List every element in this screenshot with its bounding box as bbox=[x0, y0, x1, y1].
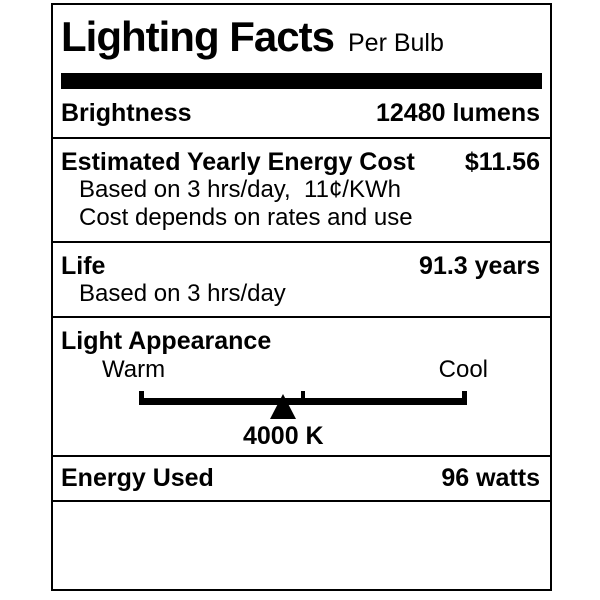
light-appearance-row bbox=[53, 327, 550, 355]
life-label: Life bbox=[61, 252, 106, 280]
brightness-value: 12480 lumens bbox=[376, 98, 540, 127]
temperature-marker-icon bbox=[270, 394, 296, 419]
label-subtitle: Per Bulb bbox=[348, 29, 444, 57]
energy-cost-note-basis: Based on 3 hrs/day, 11¢/KWh bbox=[79, 176, 401, 203]
life-row bbox=[61, 252, 540, 280]
energy-cost-note-disclaimer: Cost depends on rates and use bbox=[79, 204, 413, 231]
life-value: 91.3 years bbox=[419, 252, 540, 280]
scale-bar bbox=[139, 398, 467, 405]
temperature-value: 4000 K bbox=[243, 422, 324, 450]
energy-used-value: 96 watts bbox=[441, 464, 540, 492]
life-section bbox=[53, 243, 550, 318]
label-header bbox=[53, 13, 550, 61]
energy-used-label: Energy Used bbox=[61, 464, 214, 492]
energy-cost-section bbox=[53, 139, 550, 243]
cool-label: Cool bbox=[438, 356, 488, 383]
energy-cost-value: $11.56 bbox=[464, 148, 540, 176]
light-appearance-section bbox=[53, 318, 550, 457]
heavy-divider-bar bbox=[61, 73, 542, 89]
lighting-facts-label bbox=[51, 3, 552, 591]
energy-cost-label: Estimated Yearly Energy Cost bbox=[61, 148, 415, 176]
energy-cost-row bbox=[61, 148, 540, 176]
label-title: Lighting Facts bbox=[61, 13, 334, 60]
temperature-bar bbox=[139, 391, 467, 455]
color-temperature-scale bbox=[53, 355, 550, 455]
warm-label: Warm bbox=[102, 356, 166, 383]
energy-used-row bbox=[53, 457, 550, 502]
light-appearance-label: Light Appearance bbox=[61, 327, 272, 355]
brightness-row bbox=[53, 89, 550, 139]
brightness-label: Brightness bbox=[61, 98, 192, 127]
life-note-basis: Based on 3 hrs/day bbox=[79, 280, 286, 307]
